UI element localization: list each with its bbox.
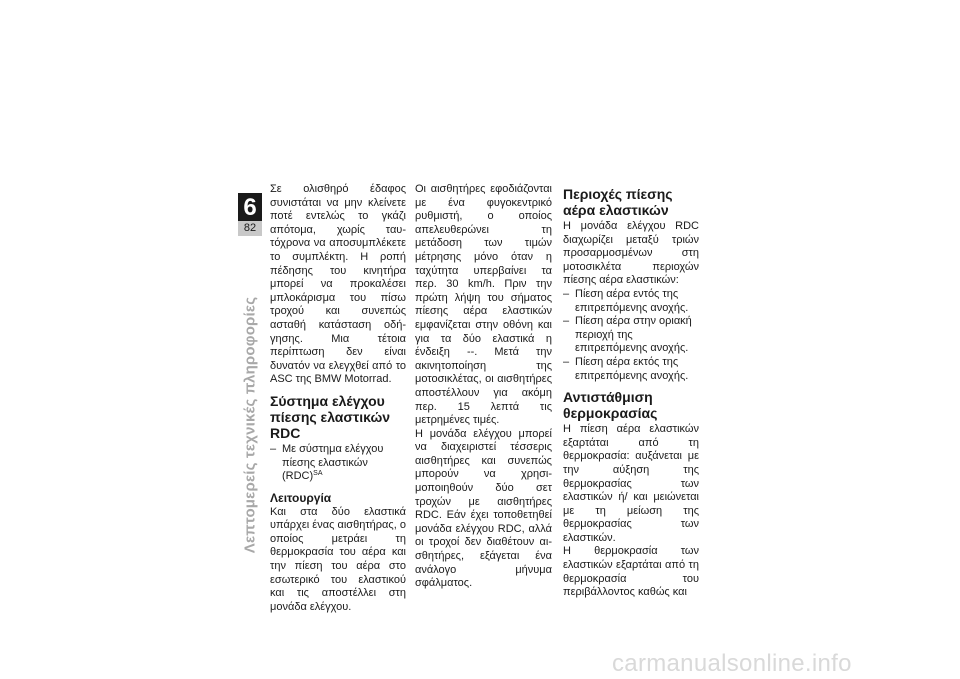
chapter-tab [238, 193, 262, 237]
temperature-compensation-heading: Αντιστάθμιση θερμοκρασίας [563, 389, 658, 422]
pressure-ranges-intro: Η μονάδα ελέγχου RDC διαχωρίζει μεταξύ τριών προσαρμοσμένων στη μοτοσικλέτα περιοχών πίεσης αέρα ελαστικών: [563, 220, 699, 287]
rdc-option-item [270, 443, 406, 484]
function-subheading: Λειτουργία [270, 490, 332, 505]
chapter-number: 6 [238, 193, 262, 221]
rdc-option-text: Με σύστημα ελέγχου πίεσης ελαστικών (RDC) [282, 442, 384, 483]
rdc-heading: Σύστημα ελέγχου πίεσης ελαστικών RDC [270, 392, 391, 441]
pressure-ranges-heading: Περιοχές πίεσης αέρα ελαστικών [563, 186, 673, 218]
text-column-3 [563, 186, 699, 600]
list-item: – Πίεση αέρα εντός της επιτρεπόμενης ανοχής. [563, 288, 699, 315]
option-badge: SA [313, 470, 323, 478]
temperature-paragraph: Η πίεση αέρα ελαστικών εξαρτάται από τη θερμοκρασία: αυξάνεται με την αύξηση της θερμοκρασίας των ελαστικών ή/ και μειώνεται με τη μείωση της θερμοκρασίας των ελαστικών. [563, 423, 699, 544]
watermark: carmanualsonline.info [612, 650, 852, 677]
list-item: – Πίεση αέρα εκτός της επιτρεπόμενης ανοχής. [563, 356, 699, 383]
chapter-title: Λεπτομερείς τεχνικές πληροφορίες [241, 296, 259, 554]
control-unit-paragraph: Η μονάδα ελέγχου μπορεί να διαχειριστεί τέσσερις αισθητήρες και συνεπώς μπορούν να χρησιμοποιηθούν δύο σετ τροχών με αισθητήρες RDC. Εάν έχει τοποθετηθεί μονάδα ελέγχου RDC, αλλά οι τροχοί δεν διαθέτουν αισθητήρες, εξάγεται ένα ανάλογο μήνυμα σφάλματος. [415, 427, 552, 590]
list-item: – Πίεση αέρα στην οριακή περιοχή της επιτρεπόμενης ανοχής. [563, 315, 699, 356]
sensor-paragraph: Οι αισθητήρες εφοδιάζονται με ένα φυγοκεντρικό ρυθμιστή, ο οποίος απελευθερώνει τη μετάδοση των τιμών μέτρησης μόνο όταν η ταχύτητα υπερβαίνει τα περ. 30 km/h. Πριν την πρώτη λήψη του σήματος πίεσης αέρα ελαστικών εμφανίζεται στην οθόνη και για τα δύο ελαστικά η ένδειξη --. Μετά την ακινητοποίηση της μοτοσικλέτας, οι αισθητήρες αποστέλλουν για ακόμη περ. 15 λεπτά τις μετρημένες τιμές. [415, 183, 552, 427]
text-column-2 [415, 183, 552, 591]
function-paragraph: Και στα δύο ελαστικά υπάρχει ένας αισθητήρας, ο οποίος μετράει τη θερμοκρασία του αέρα και την πίεση του αέρα στο εσωτερικό του ελαστικού και τις αποστέλλει στη μονάδα ελέγχου. [270, 505, 406, 613]
page-number: 82 [238, 221, 262, 236]
pressure-ranges-list [563, 288, 699, 383]
text-column-1 [270, 183, 406, 614]
rdc-option-list [270, 443, 406, 484]
temperature-paragraph-2: Η θερμοκρασία των ελαστικών εξαρτάται από τη θερμοκρασία του περιβάλλοντος καθώς και [563, 545, 699, 599]
intro-paragraph: Σε ολισθηρό έδαφος συνιστάται να μην κλείνετε ποτέ εντελώς το γκάζι απότομα, χωρίς ταυτόχρονα να αποσυμπλέκετε το συμπλέκτη. Η ροπή πέδησης του κινητήρα μπορεί να προκαλέσει μπλοκάρισμα του πίσω τροχού και συνεπώς ασταθή κατάσταση οδήγησης. Μια τέτοια περίπτωση δεν είναι δυνατόν να ελεγχθεί από το ASC της BMW Motorrad. [270, 183, 406, 386]
